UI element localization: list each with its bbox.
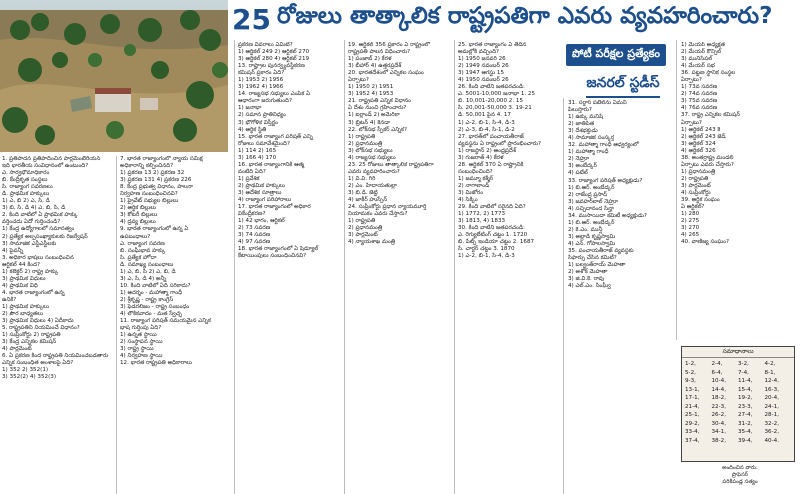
question-line: 4) మేయర్ సభ [681, 63, 715, 70]
question-line: 7. భారత రాజ్యాంగంలో న్యాయ సమీక్ష [120, 156, 203, 162]
question-line: 3) 75వ సవరణ [681, 98, 718, 105]
question-line: ఇది భారతీయ సంవిధానంలో ఉంటుంది? [2, 163, 89, 170]
answer-cell: 28-1, [764, 412, 779, 418]
question-line: 1) ఎ, బి, సి 2) ఎ, బి, డి [120, 268, 176, 275]
question-line: 1) వి.వి. గిరి [348, 175, 376, 182]
question-line: 37. రాష్ట్ర ఎన్నికల కమిషన్ [681, 112, 741, 119]
question-line: 4) ఆర్థిక స్థితి [238, 126, 267, 133]
question-line: బి. కేంద్రీకృత సంస్థలు [2, 177, 48, 184]
question-line: 3) ఆర్టికల్ 324 [681, 140, 716, 147]
question-line: ఏర్పాటు ఎవరు చేస్తారు? [681, 161, 734, 168]
question-line: సంబంధించింది? [458, 168, 493, 175]
question-line: 3) ఎ, సి, డి 4) అన్నీ [120, 275, 167, 282]
question-line: నియామకం ఎవరు చేస్తారు? [348, 211, 408, 218]
question-line: 17. భారత రాజ్యాంగంలో అధికార [238, 204, 311, 211]
question-line: 1) ఎ-2, బి-1, సి-4, డి-3 [458, 119, 515, 126]
question-line: 3) 74 సవరణ [238, 232, 271, 239]
question-line: 2) సమాన ప్రాతినిధ్యం [238, 112, 286, 119]
question-line: 14. రాజ్యసభ సభ్యులు ఎంపిక ఏ [238, 91, 311, 98]
answers-box [681, 346, 795, 462]
question-line: 3) బీహార్ 4) ఉత్తరప్రదేశ్ [348, 63, 402, 70]
question-line: 3) పార్లమెంట్ [681, 182, 711, 189]
answer-cell: 21-4, [685, 403, 700, 410]
question-line: 3) పార్లమెంట్ [348, 232, 378, 239]
question-line: 4) లౌకికవాదం - మత స్వేచ్ఛ [120, 311, 182, 318]
question-column-5 [458, 42, 562, 492]
question-line: 4) ప్రాథమిక విధి [2, 282, 38, 289]
question-line: 3) బి.డి. జెట్టి [348, 189, 378, 196]
answer-cell: 25-1, [685, 412, 700, 418]
question-line: 2) రాజేంద్ర ప్రసాద్ [568, 191, 608, 198]
question-line: సి. 20,001-50,000 3. 19-21 [458, 105, 532, 112]
question-line: డి. ప్రాథమిక హక్కులు [2, 191, 50, 198]
question-line: 4) జాకీర్ హుస్సేన్ [348, 197, 388, 204]
answer-cell: 27-4, [738, 412, 753, 418]
question-line: 2) రాష్ట్రపతి [681, 175, 709, 182]
question-line: 1) 352 2) 352(1) [2, 367, 49, 374]
question-line: 1) ప్రైవేట్ సభ్యుల బిల్లులు [120, 198, 179, 205]
question-line: 21. రాష్ట్రపతి ఎన్నిక విధానం [348, 98, 412, 105]
question-line: 4) నిర్వహణ స్థాయి [120, 353, 163, 360]
column-divider [234, 40, 235, 494]
question-line: 2) ఎ-3, బి-4, సి-1, డి-2 [458, 126, 515, 133]
question-line: డి. సమాఖ్య సంబంధాలు [120, 261, 174, 268]
question-line: 34. ముసాయిదా కమిటీ అధ్యక్షుడు? [568, 212, 647, 219]
question-line: బి. సంఘీభావ హక్కు [120, 247, 166, 254]
question-line: వర్తించదు ఏదో గుర్తించండి? [2, 219, 61, 226]
answer-cell: 7-4, [738, 369, 749, 376]
question-column-4 [348, 42, 452, 492]
question-line: 39. ఆర్థిక సంఘం [681, 197, 720, 204]
headline-number: 25 [232, 2, 271, 36]
question-line: 1) 1772, 2) 1773 [458, 211, 506, 218]
question-line: 2) ఆర్టికల్ 243 జెడ్ [681, 133, 726, 140]
question-line: 11. రాజ్యాంగ పరిషత్ సమయమైన ఎన్నిక [120, 318, 211, 325]
question-line: 27. భారత్‌లో పంచాయతీరాజ్ [458, 133, 524, 140]
headline [232, 2, 800, 36]
answer-cell: 31-2, [738, 420, 753, 427]
question-line: 2) ప్రధానమంత్రి [348, 140, 383, 147]
question-line: 32. మహాత్మా గాంధీ ఆధ్వర్యంలో [568, 142, 639, 149]
answer-cell: 15-4, [738, 386, 753, 393]
question-line: 2) 74వ సవరణ [681, 91, 718, 98]
section-title: జనరల్ స్టడీస్ [586, 70, 660, 98]
question-line: 3) 166 4) 170 [238, 154, 277, 161]
question-line: భాష గుర్తింపు ఏది? [120, 325, 162, 332]
question-line: 3) మిజోరం [458, 189, 484, 196]
question-line: 1) రాష్ట్రపతి [348, 133, 376, 140]
question-line: 13. రాష్ట్రాల పునర్వ్యవస్థీకరణ [238, 63, 305, 70]
question-line: 3. అధికార భాషలు సంబంధించిన [2, 254, 74, 261]
question-line: 20. భారతదేశంలో ఎన్నికల సంఘం [348, 70, 424, 77]
question-line: వ్యవస్థను ఏ రాష్ట్రంలో ప్రారంభించారు? [458, 140, 541, 147]
question-line: డి. 50,001 పైన 4. 17 [458, 112, 511, 119]
question-line: వంటిది ఏది? [238, 168, 266, 175]
question-line: 9. భారత రాజ్యాంగంలో ఉన్న ఏ [120, 226, 189, 233]
question-line: 3) ఆర్టికల్ 280 4) ఆర్టికల్ 219 [238, 56, 310, 63]
answer-cell: 4-2, [764, 361, 776, 367]
question-line: ఆధారంగా జరుగుతుంది? [238, 98, 292, 105]
question-line: 4) 1950 నవంబర్ 26 [458, 77, 509, 84]
question-line: 2. కింది వాటిలో ఏ ప్రాథమిక హక్కు [2, 212, 78, 219]
answer-cell: 35-4, [738, 429, 753, 435]
question-line: 2) కె.ఎం. మున్షీ [568, 226, 603, 233]
exam-special-badge: పోటీ పరీక్షల ప్రత్యేకం [566, 44, 666, 66]
question-line: 1) కేంద్ర ఉద్యోగాలలో సమానత్వం [2, 226, 75, 233]
question-line: సి. చార్టర్ చట్టం 3. 1870 [458, 246, 515, 253]
question-line: 3) లోక్‌సభ సభ్యులు [348, 147, 393, 154]
question-line: 3) కేంద్ర ఎన్నికల కమిషన్ [2, 339, 57, 346]
question-line: 3) జవహర్‌లాల్ నెహ్రూ [568, 198, 618, 205]
question-line: 6. ఏ ప్రకరణ కింద రాష్ట్రపతి నియమించబడతారు [2, 353, 109, 360]
question-line: 10. కింది వాటిలో ఏది సరికాదు? [120, 282, 191, 289]
answer-cell: 33-4, [685, 429, 700, 435]
question-line: 4) పైవన్నీ [2, 247, 24, 254]
question-line: ఏ దేశం నుంచి గ్రహించారు? [348, 105, 407, 112]
question-line: 4) పటేల్ [568, 170, 588, 177]
question-line: 2) ప్రాథమిక హక్కులు [238, 182, 285, 189]
question-line: 3) సామాజిక ఎస్టీఎస్టీలకు [2, 240, 57, 247]
question-line: బి. పిట్స్ ఇండియా చట్టం 2. 1687 [458, 239, 535, 246]
question-line: 3) అల్లాడి కృష్ణస్వామి [568, 233, 616, 240]
question-line: 3) 1813, 4) 1833 [458, 218, 506, 225]
question-line: 4) న్యాయశాఖ మంత్రి [348, 239, 396, 246]
question-line: 4) ఎన్. గోపాలస్వామి [568, 240, 616, 247]
question-line: 4) ఎల్.ఎం. సింఘ్వీ [568, 283, 611, 290]
question-line: ఎన్నిక సంబంధిత అంశాలపై ఏది? [2, 360, 74, 367]
question-line: 1) ఆర్టికల్ 249 2) ఆర్టికల్ 270 [238, 49, 310, 56]
answer-cell: 8-1, [764, 369, 776, 376]
question-column-3 [238, 42, 342, 492]
answer-cell: 14-4, [711, 386, 726, 393]
question-line: 5. రాష్ట్రపతిని నియమించే విధానం? [2, 325, 80, 332]
question-line: 15. భారత రాజ్యాంగ పరిషత్ ఎన్ని [238, 133, 313, 140]
question-line: 1) ఉక్కు మనిషి [568, 114, 604, 121]
question-line: 1) బల్వంత్‌రాయ్ మెహతా [568, 262, 626, 269]
answer-cell: 26-2, [711, 412, 726, 418]
question-line: 36. పట్టణ స్థానిక సంస్థల [681, 70, 736, 77]
question-line: 1) ప్రవేశిక [238, 175, 260, 182]
answer-cell: 36-2, [764, 429, 779, 435]
answer-cell: 6-4, [711, 369, 723, 376]
question-line: 1) పంజాబ్ 2) కేరళ [348, 56, 392, 63]
question-line: 1) 114 2) 165 [238, 147, 277, 154]
question-line: 2) నాగాలాండ్ [458, 182, 490, 189]
credit-line: పరికిపండ్ల సత్యం [722, 479, 758, 485]
question-line: 1) 73వ సవరణ [681, 84, 718, 91]
question-line: అమల్లోకి వచ్చింది? [458, 49, 499, 56]
answer-cell: 38-2, [711, 437, 726, 444]
answer-cell: 37-4, [685, 437, 700, 444]
question-line: సి. రాజ్యాంగ సవరణలు [2, 184, 53, 191]
question-line: 3) కోటరీ బిల్లులు [120, 212, 158, 219]
question-line: 3) బి, సి, డి 4) ఎ, బి, సి, డి [2, 205, 66, 212]
question-line: బి. 10,001-20,000 2. 15 [458, 98, 524, 105]
question-line: 4) సామాజిక సంస్కర్త [568, 135, 615, 142]
question-line: ఏర్పాటు? [681, 77, 702, 84]
question-line: 3) 1952 4) 1953 [348, 91, 394, 98]
headline-text: రోజులు తాత్కాలిక రాష్ట్రపతిగా ఎవరు వ్యవహరించారు? [276, 3, 773, 29]
question-line: 4. భారత రాజ్యాంగంలో ఉన్న [2, 289, 65, 296]
question-line: 2) జాతిపిత [568, 121, 595, 128]
question-line: 3) ఆదేశిక సూత్రాలు [238, 189, 282, 196]
question-line: 31. సర్దార్ పటేల్‌ను ఏమని [568, 100, 627, 106]
answer-cell: 29-2, [685, 420, 700, 427]
answer-cell: 17-1, [685, 395, 700, 401]
column-divider [116, 156, 117, 494]
question-line: 2) 275 [681, 218, 700, 225]
question-line: 24. సుప్రీంకోర్టు ప్రధాన న్యాయమూర్తి [348, 204, 427, 211]
question-line: 4) సచ్చిదానంద సిన్హా [568, 205, 614, 212]
question-line: 1) బి.ఆర్. అంబేద్కర్ [568, 219, 615, 226]
answer-cell: 22-3, [711, 403, 726, 410]
question-line: 4) రాజ్యాంగ పరిహారాలు [238, 197, 292, 204]
question-line: 1) మేయర్ అధ్యక్షత [681, 42, 725, 48]
question-line: 1) ఐర్లాండ్ 2) అమెరికా [348, 112, 400, 119]
question-line: 3) భౌగోళిక విస్తీర్ణం [238, 119, 278, 126]
question-line: 1) రాజస్థాన్ 2) ఆంధ్రప్రదేశ్ [458, 147, 516, 154]
answer-cell: 30-4, [711, 420, 726, 427]
question-line: 28. ఆర్టికల్ 370 ఏ రాష్ట్రానికి [458, 161, 524, 168]
question-line: 2) సంస్థాపన స్థాయి [120, 339, 163, 346]
question-line: ప్రకరణ వివరాలు ఏమిటి? [238, 42, 293, 48]
answer-cell: 9-3, [685, 378, 696, 384]
question-line: కేటాయింపులు సంబంధించినవి? [238, 253, 307, 260]
question-line: ఎవరు వ్యవహరించారు? [348, 168, 400, 175]
question-line: 16. భారత రాజ్యాంగానికి ఆత్మ [238, 161, 305, 168]
question-line: ఏర్పాటు? [681, 119, 702, 126]
question-line: 1) మహాత్మా గాంధీ [568, 149, 609, 156]
question-line: సి. ప్రత్యేక హోదా [120, 254, 157, 261]
question-line: 2) ఎం. హిదాయతుల్లా [348, 182, 397, 189]
answer-cell: 24-1, [764, 403, 779, 410]
question-line: 2) ఆర్థిక బిల్లులు [120, 205, 157, 212]
question-line: 4) రాజ్యసభ సభ్యులు [348, 154, 396, 161]
question-line: 1) 1950 2) 1951 [348, 84, 394, 91]
answer-cell: 23-3, [738, 403, 753, 410]
question-line: 4) 97 సవరణ [238, 239, 271, 246]
question-line: 12. భారత రాష్ట్రపతి అధికారాలు [120, 360, 192, 367]
question-line: 4) సుప్రీంకోర్టు [681, 189, 711, 196]
column-divider [344, 40, 345, 494]
question-line: 19. ఆర్టికల్ 356 ప్రకారం ఏ రాష్ట్రంలో [348, 42, 431, 48]
question-line: 1) రాష్ట్రపతి [348, 218, 376, 225]
question-column-6 [568, 100, 674, 492]
question-line: 1) ఎ, బి 2) ఎ, సి, డి [2, 198, 50, 205]
column-divider [563, 98, 564, 494]
answer-cell: 1-2, [685, 361, 696, 367]
question-line: కమిషన్ ప్రకారం ఏది? [238, 70, 285, 77]
question-line: 1) 42 భాగం, ఆర్టికల్ [238, 218, 285, 225]
question-line: ఎ. 5001-10,000 జనాభా 1. 25 [458, 91, 536, 98]
question-line: 4) ఆర్టికల్ 326 [681, 147, 716, 154]
question-line: 1) ప్రకరణ 13 2) ప్రకరణ 32 [120, 170, 185, 177]
answer-cell: 11-4, [738, 378, 753, 384]
question-line: ఏ ఆర్టికల్? [681, 204, 705, 211]
question-line: 1) సుప్రీంకోర్టు 2) రాష్ట్రపతి [2, 332, 61, 339]
column-divider [454, 40, 455, 494]
question-line: 1) 1950 జనవరి 26 [458, 56, 506, 63]
credit-line: అందించిన వారు: [722, 465, 758, 471]
question-line: 22. లోక్‌సభ స్పీకర్ ఎన్నిక? [348, 126, 407, 133]
question-line: 4) 76వ సవరణ [681, 105, 718, 112]
question-line: 3) జి.వి.కె. రావు [568, 276, 605, 283]
question-line: 4) 265 [681, 232, 700, 239]
question-line: 1) 1953 2) 1956 [238, 77, 284, 84]
question-line: 2) 73 సవరణ [238, 225, 271, 232]
credit-line: ప్రొఫెసర్ [731, 472, 749, 478]
question-line: 1) కలెక్టర్ 2) రాష్ట్ర హక్కు [2, 268, 59, 275]
question-line: 2) అశోక్ మెహతా [568, 269, 608, 276]
question-line: 3) ఫెడరలిజం - రాష్ట్ర సంబంధం [120, 303, 190, 310]
question-line: 1) జనాభా [238, 105, 262, 112]
question-line: నిర్వహణ సంబంధించినవి? [120, 191, 178, 198]
question-line: ఏర్పాటు? [348, 77, 369, 84]
question-column-1 [2, 156, 114, 494]
question-line: 1) ఆదర్శం - మహాత్మా గాంధీ [120, 289, 183, 296]
question-line: సిఫార్సు చేసిన కమిటీ? [568, 255, 617, 262]
question-line: 3) 270 [681, 225, 700, 232]
answer-cell: 13-1, [685, 386, 700, 393]
answer-cell: 32-2, [764, 420, 779, 427]
question-line: 1) ప్రాథమిక హక్కులు [2, 303, 49, 310]
question-line: 2) ప్రత్యేక అల్పసంఖ్యాకులకు రిజర్వేషన్ [2, 233, 88, 240]
answers-grid [682, 358, 794, 447]
question-line: 26. కింది వాటిని జతపరచండి: [458, 84, 525, 91]
question-line: 2) పౌర బాధ్యతలు [2, 311, 44, 318]
question-line: 3) మునిసిపల్ [681, 56, 713, 63]
question-line: 3) దేశభక్తుడు [568, 128, 598, 135]
question-line: 4) సిక్కిం [458, 197, 478, 204]
question-line: 3) 352(2) 4) 352(3) [2, 374, 57, 381]
question-line: 1) బి.ఆర్. అంబేద్కర్ [568, 184, 615, 191]
question-line: 29. కింది వాటిలో సరైనది ఏది? [458, 204, 526, 211]
question-line: 3) అంబేద్కర్ [568, 163, 597, 170]
answer-cell: 20-4, [764, 395, 779, 401]
question-line: 3) 1947 ఆగస్టు 15 [458, 70, 505, 77]
question-line: ఎ. రెగ్యులేటింగ్ చట్టం 1. 1720 [458, 232, 528, 239]
question-line: 1) ఉన్నత స్థాయి [120, 332, 157, 339]
answer-cell: 34-1, [711, 429, 726, 435]
question-line: 3) గుజరాత్ 4) కేరళ [458, 154, 504, 161]
answer-cell: 12-4, [764, 378, 779, 384]
question-line: 2) 1949 నవంబర్ 26 [458, 63, 509, 70]
answer-cell: 40-4. [764, 437, 779, 444]
question-line: ఆర్టికల్ 44 కింద? [2, 261, 41, 268]
question-line: 40. వాణిజ్య సంఘం? [681, 239, 729, 246]
question-line: 18. భారత రాజ్యాంగంలో ఏ షెడ్యూల్ [238, 246, 319, 253]
column-divider [676, 40, 677, 340]
question-line: 3) ప్రాథమిక విధులు [2, 275, 46, 282]
answer-cell: 18-2, [711, 395, 726, 401]
question-line: 3) బ్రిటన్ 4) కెనడా [348, 119, 390, 126]
question-column-2 [120, 156, 232, 494]
question-line: ఉపబంధాలు? [120, 233, 151, 240]
question-line: 3) 1962 4) 1966 [238, 84, 284, 91]
question-line: 2) మేయర్ కౌన్సిల్ [681, 49, 722, 56]
question-line: ఎ. సార్వభౌమాధికారం [2, 170, 50, 177]
question-line: 1. ప్రతిపాదన ప్రతిపాదించిన పార్లమెంటేరియన్ [2, 156, 101, 162]
question-line: అధికారాన్ని కల్పించినది? [120, 163, 174, 170]
question-line: 2) నెహ్రూ [568, 156, 590, 163]
question-line: ఉనికి? [2, 296, 17, 303]
question-line: 4) పార్లమెంట్ [2, 346, 32, 353]
question-column-7 [681, 42, 797, 342]
question-line: వికేంద్రీకరణ? [238, 211, 266, 218]
question-line: 30. కింది వాటిని జతపరచండి: [458, 225, 525, 232]
question-line: 33. రాజ్యాంగ పరిషత్ అధ్యక్షుడు? [568, 177, 643, 184]
question-line: 1) 280 [681, 211, 700, 218]
question-line: రాష్ట్రపతి పాలన విధించారు? [348, 49, 411, 56]
flood-aerial-photo [0, 0, 228, 152]
question-line: 23. 25 రోజులు తాత్కాలిక రాష్ట్రపతిగా [348, 161, 434, 168]
question-line: 38. అంతర్రాష్ట్ర మండలి [681, 154, 734, 161]
answer-cell: 3-2, [738, 361, 749, 367]
question-line: పిలుస్తారు? [568, 107, 592, 114]
question-line: 8. కేంద్ర ప్రభుత్వ విధానం, పాలనా [120, 184, 193, 191]
answer-cell: 5-2, [685, 369, 696, 376]
author-credit [700, 465, 780, 486]
question-line: 25. భారత రాజ్యాంగం ఏ తేదీన [458, 42, 527, 48]
question-line: 3) రాష్ట్ర స్థాయి [120, 346, 154, 353]
answer-cell: 39-4, [738, 437, 753, 444]
answers-title: సమాధానాలు [682, 347, 794, 358]
question-line: ఎ. రాజ్యాంగ సవరణ [120, 240, 165, 247]
question-line: 1) ఆర్టికల్ 243 కె [681, 126, 721, 133]
question-line: 1) జమ్మూ కశ్మీర్ [458, 175, 494, 182]
question-line: 3) ప్రకరణ 131 4) ప్రకరణ 226 [120, 177, 192, 184]
question-line: 1) ప్రధానమంత్రి [681, 168, 716, 175]
question-line: 2) ప్రధానమంత్రి [348, 225, 383, 232]
question-line: 3) ప్రాథమిక విధులు 4) ఏదీకాదు [2, 318, 74, 325]
question-line: 35. పంచాయతీరాజ్ వ్యవస్థకు [568, 247, 634, 254]
question-line: 4) ద్రవ్య బిల్లులు [120, 219, 156, 226]
answer-cell: 19-2, [738, 395, 753, 401]
answer-cell: 16-3, [764, 386, 779, 393]
answer-cell: 2-4, [711, 361, 723, 367]
question-line: రోజులు సమావేశమైంది? [238, 140, 290, 147]
answer-cell: 10-4, [711, 378, 726, 384]
question-line: 1) ఎ-2, బి-1, సి-4, డి-3 [458, 253, 515, 260]
question-line: 2) శ్రీకృష్ణ - రాష్ట్ర కాంగ్రెస్ [120, 296, 174, 303]
